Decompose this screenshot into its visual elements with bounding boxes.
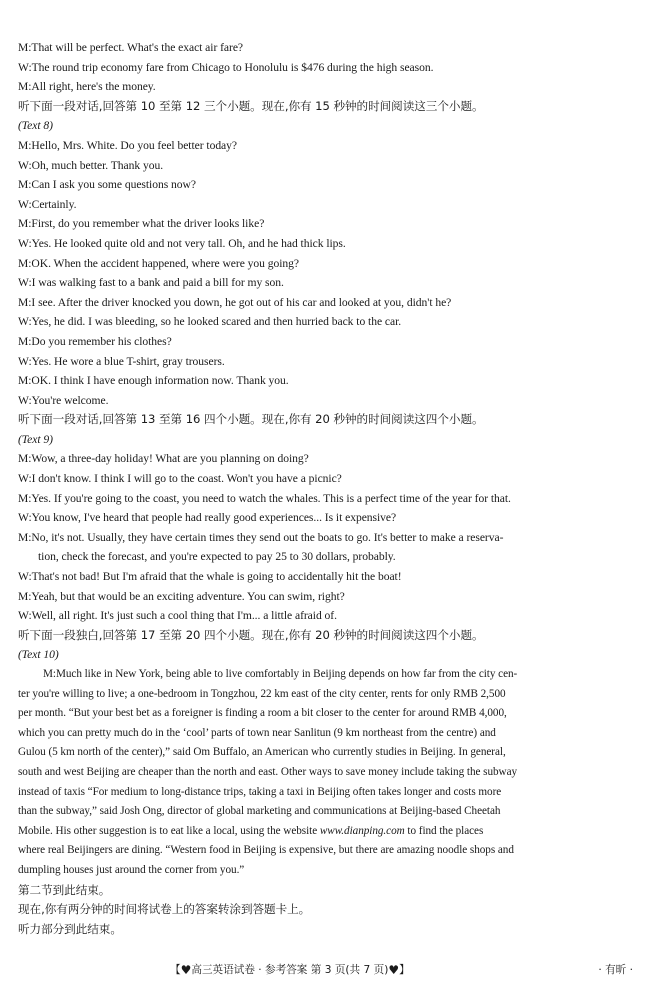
text-8-label: (Text 8)	[18, 119, 53, 133]
dialogue-line: W:That's not bad! But I'm afraid that the whale is going to accidentally hit the boat!	[18, 570, 402, 584]
paragraph-line: M:Much like in New York, being able to live comfortably in Beijing depends on how far from the city cen-	[43, 668, 518, 680]
paragraph-text: Mobile. His other suggestion is to eat like a local, using the website	[18, 824, 320, 837]
dialogue-line: M:All right, here's the money.	[18, 80, 156, 94]
dialogue-line: W:You know, I've heard that people had really good experiences... Is it expensive?	[18, 511, 397, 525]
paragraph-line: Gulou (5 km north of the center),” said Om Buffalo, an American who currently studies in Beijing. In general,	[18, 746, 506, 759]
dialogue-line: M:Wow, a three-day holiday! What are you planning on doing?	[18, 452, 309, 466]
paragraph-text: to find the places	[404, 824, 484, 837]
instruction-line: 听下面一段对话,回答第 13 至第 16 四个小题。现在,你有 20 秒钟的时间阅读这四个小题。	[18, 412, 484, 427]
heart-icon: ♥	[180, 963, 192, 977]
dialogue-line: M:Can I ask you some questions now?	[18, 178, 196, 192]
page-footer	[0, 962, 653, 984]
dialogue-line: M:Hello, Mrs. White. Do you feel better today?	[18, 138, 238, 152]
dialogue-line-continued: tion, check the forecast, and you're expected to pay 25 to 30 dollars, probably.	[38, 550, 396, 564]
dialogue-line: W:I don't know. I think I will go to the coast. Won't you have a picnic?	[18, 472, 342, 486]
paragraph-line: dumpling houses just around the corner from you.”	[18, 863, 245, 876]
paragraph-line: per month. “But your best bet as a foreigner is finding a room a bit closer to the center for around RMB 4,000,	[18, 707, 507, 720]
paragraph-line: ter you're willing to live; a one-bedroom in Tongzhou, 22 km east of the city center, rents for only RMB 2,500	[18, 687, 506, 700]
listening-script	[18, 38, 640, 939]
closing-line: 第二节到此结束。	[18, 882, 111, 897]
text-9-label: (Text 9)	[18, 432, 53, 446]
footer-mark: · 有昕 ·	[598, 964, 633, 976]
dialogue-line: W:Yes, he did. I was bleeding, so he looked scared and then hurried back to the car.	[18, 315, 402, 329]
closing-line: 现在,你有两分钟的时间将试卷上的答案转涂到答题卡上。	[18, 902, 311, 917]
footer-page-info: 【♥高三英语试卷 · 参考答案 第 3 页(共 7 页)♥】	[170, 963, 410, 977]
monologue-paragraph	[18, 665, 640, 881]
dialogue-line: M:Yeah, but that would be an exciting adventure. You can swim, right?	[18, 589, 345, 603]
instruction-line: 听下面一段独白,回答第 17 至第 20 四个小题。现在,你有 20 秒钟的时间阅读这四个小题。	[18, 627, 484, 642]
dialogue-line: W:Yes. He wore a blue T-shirt, gray trousers.	[18, 354, 225, 368]
website-text: www.dianping.com	[319, 824, 405, 837]
dialogue-line: W:I was walking fast to a bank and paid a bill for my son.	[18, 276, 284, 290]
heart-icon: ♥	[388, 963, 400, 977]
dialogue-line: W:Certainly.	[18, 197, 77, 211]
dialogue-line: M:I see. After the driver knocked you down, he got out of his car and looked at you, didn't he?	[18, 295, 452, 309]
dialogue-line: M:No, it's not. Usually, they have certain times they send out the boats to go. It's better to make a reserva-	[18, 530, 504, 544]
dialogue-line: M:That will be perfect. What's the exact air fare?	[18, 41, 244, 54]
dialogue-line: M:Do you remember his clothes?	[18, 334, 172, 348]
paragraph-line: than the subway,” said Josh Ong, director of global marketing and communications at Beijing-based Cheetah	[18, 805, 501, 818]
dialogue-line: W:The round trip economy fare from Chicago to Honolulu is $476 during the high season.	[18, 60, 434, 74]
paragraph-line-with-website	[18, 822, 640, 842]
instruction-line: 听下面一段对话,回答第 10 至第 12 三个小题。现在,你有 15 秒钟的时间阅读这三个小题。	[18, 98, 484, 113]
dialogue-line: M:OK. When the accident happened, where were you going?	[18, 256, 299, 270]
dialogue-line: M:OK. I think I have enough information now. Thank you.	[18, 374, 289, 388]
dialogue-line: W:You're welcome.	[18, 393, 109, 407]
dialogue-line: W:Well, all right. It's just such a cool thing that I'm... a little afraid of.	[18, 609, 337, 623]
footer-text: 高三英语试卷 · 参考答案 第 3 页(共 7 页)	[191, 964, 389, 976]
dialogue-line: W:Oh, much better. Thank you.	[18, 158, 164, 172]
closing-line: 听力部分到此结束。	[18, 921, 122, 936]
paragraph-line: where real Beijingers are dining. “Western food in Beijing is expensive, but there are amazing noodle shops and	[18, 844, 514, 857]
dialogue-line: M:Yes. If you're going to the coast, you need to watch the whales. This is a perfect time of the year for that.	[18, 491, 511, 505]
paragraph-line: south and west Beijing are cheaper than the north and east. Other ways to save money include taking the subway	[18, 765, 518, 778]
paragraph-line: instead of taxis “For medium to long-distance trips, taking a taxi in Beijing often takes longer and costs more	[18, 785, 502, 798]
text-10-label: (Text 10)	[18, 648, 59, 662]
dialogue-line: M:First, do you remember what the driver looks like?	[18, 217, 265, 231]
paragraph-line: which you can pretty much do in the ‘cool’ parts of town near Sanlitun (9 km northeast from the centre) and	[18, 726, 496, 739]
dialogue-line: W:Yes. He looked quite old and not very tall. Oh, and he had thick lips.	[18, 236, 346, 250]
